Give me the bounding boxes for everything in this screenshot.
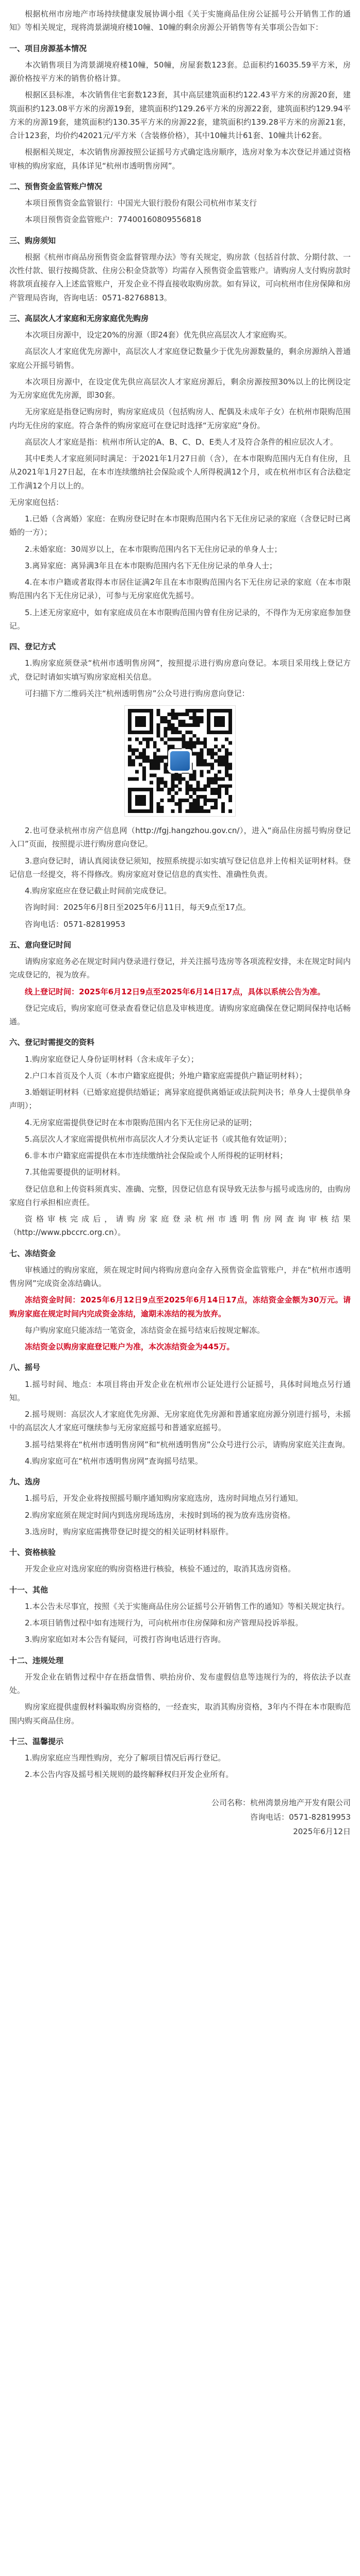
qr-code-icon[interactable] [124,705,236,817]
section-15-title: 十三、温馨提示 [9,1736,64,1746]
section-4-p1: 本次项目房源中，设定20%的房源（即24套）优先供应高层次人才家庭购买。 [25,330,292,340]
section-4-p4: 无房家庭是指登记购房时，购房家庭成员（包括购房人、配偶及未成年子女）在杭州市限购范围内均无住房的家庭。符合条件的购房家庭可在登记时选择“无房家庭”身份。 [9,407,351,430]
section-8-item-7: 7.其他需要提供的证明材料。 [25,1167,125,1177]
section-13-title: 十一、其他 [9,1585,48,1595]
qr-logo-icon [168,749,192,773]
signature-company: 公司名称：杭州湾景房地产开发有限公司 [211,1798,351,1807]
section-6-p4: 3.意向登记时，请认真阅读登记须知，按照系统提示如实填写登记信息并上传相关证明材料。登记信息一经提交，将不得修改。购房家庭对登记信息的真实性、准确性负责。 [9,856,351,879]
section-11-p3: 3.选房时，购房家庭需携带登记时提交的相关证明材料原件。 [25,1527,234,1536]
section-8-item-3: 3.婚姻证明材料（已婚家庭提供结婚证；离异家庭提供离婚证或法院判决书；单身人士提供单身声明）； [9,1088,351,1111]
section-9-title: 七、冻结资金 [9,1248,56,1258]
qr-code-container [9,705,351,817]
section-7-p2: 登记完成后，购房家庭可登录查看登记信息及审核进度。请购房家庭确保在登记期间保持电话畅通。 [9,1003,351,1026]
consult-time: 咨询时间：2025年6月8日至2025年6月11日，每天9点至17点。 [25,903,251,912]
section-14-p1: 开发企业在销售过程中存在捂盘惜售、哄抬房价、发布虚假信息等违规行为的，将依法予以查处。 [9,1672,351,1695]
section-15-p1: 1.购房家庭应当理性购房，充分了解项目情况后再行登记。 [25,1753,226,1762]
registration-time: 线上登记时间：2025年6月12日9点至2025年6月14日17点，具体以系统公告为准。 [25,987,325,996]
section-3-p1: 根据《杭州市商品房预售资金监督管理办法》等有关规定，购房款（包括首付款、分期付款、一次性付款、银行按揭贷款、住房公积金贷款等）均需存入预售资金监管账户。请购房人支付购房款时将款项直接存入上述监管账户，开发企业不得直接收取购房款。如有异议，可向杭州市住房保障和房产管理局咨询，咨询电话：0571-82768813。 [9,252,351,302]
section-3-title: 三、购房须知 [9,235,56,245]
freeze-funds-amount: 冻结资金以购房家庭登记账户为准，本次冻结资金为445万。 [25,1342,235,1351]
section-7-title: 五、意向登记时间 [9,940,72,950]
signature-block [9,1796,351,1839]
section-9-p1: 审核通过的购房家庭，须在规定时间内将购房意向金存入预售资金监管账户，并在“杭州市透明售房网”完成资金冻结确认。 [9,1265,351,1288]
section-5-title: 无房家庭包括： [9,497,64,507]
section-8-item-2: 2.户口本首页及个人页（本市户籍家庭提供；外地户籍家庭需提供户籍证明材料）； [25,1071,307,1080]
section-6-p2: 可扫描下方二维码关注“杭州透明售房”公众号进行购房意向登记： [25,688,250,698]
section-14-p2: 购房家庭提供虚假材料骗取购房资格的，一经查实，取消其购房资格，3年内不得在本市限购范围内购买商品住房。 [9,1702,351,1725]
freeze-funds-time: 冻结资金时间：2025年6月12日9点至2025年6月14日17点，冻结资金金额为30万元。请购房家庭在规定时间内完成资金冻结，逾期未冻结的视为放弃。 [9,1295,351,1318]
section-13-p3: 3.购房家庭如对本公告有疑问，可拨打咨询电话进行咨询。 [25,1635,226,1645]
section-11-p1: 1.摇号后，开发企业将按照摇号顺序通知购房家庭选房，选房时间地点另行通知。 [25,1494,303,1503]
section-15-p2: 2.本公告内容及摇号相关规则的最终解释权归开发企业所有。 [25,1770,234,1780]
section-8-title: 六、登记时需提交的资料 [9,1038,95,1047]
section-5-item-3: 3.离异家庭：离异满3年且在本市限购范围内名下无住房记录的单身人士； [25,561,277,570]
section-12-p1: 开发企业应对选房家庭的购房资格进行核验，核验不通过的，取消其选房资格。 [25,1564,296,1574]
signature-contact: 咨询电话：0571-82819953 [250,1812,351,1822]
section-1-p1: 本次销售项目为湾景湖境府楼10幢，50幢，房屋套数123套。总面积约16035.59平方米，房源价格按平方米的销售价格计算。 [9,60,351,83]
section-5-item-1: 1.已婚（含离婚）家庭：在购房登记时在本市限购范围内名下无住房记录的家庭（含登记时已离婚的一方）； [9,514,351,537]
section-9-p2: 每户购房家庭只能冻结一笔资金，冻结资金在摇号结束后按规定解冻。 [25,1325,265,1335]
section-5-item-4: 4.在本市户籍或者取得本市居住证满2年且在本市限购范围内名下无住房记录的家庭（在本市限购范围内名下无住房记录），可参与无房家庭优先摇号。 [9,578,351,601]
section-14-title: 十二、违规处理 [9,1655,64,1665]
section-4-p6: 其中E类人才家庭须同时满足：于2021年1月27日前（含），在本市限购范围内无自有住房，且从2021年1月27日起，在本市连续缴纳社会保险或个人所得税满12个月，或在杭州市区有合法稳定工作满12个月以上的。 [9,454,351,490]
section-6-title: 四、登记方式 [9,642,56,651]
section-1-p2: 根据区县标准，本次销售住宅套数123套，其中高层建筑面积约122.43平方米的房源20套，建筑面积约123.08平方米的房源19套，建筑面积约129.26平方米的房源22套，建筑面积约129.94平方米的房源19套，建筑面积约130.35平方米的房源22套，建筑面积约139.28平方米的房源21套，合计123套，均价约42021元/平方米（含装修价格），其中10幢共计61套、10幢共计62套。 [9,90,351,140]
section-8-item-5: 5.高层次人才家庭需提供杭州市高层次人才分类认定证书（或其他有效证明）； [25,1134,291,1144]
section-6-p3: 2.也可登录杭州市房产信息网（http://fgj.hangzhou.gov.cn/），进入“商品住房摇号购房登记入口”页面，按照提示进行购房意向登记。 [9,826,351,849]
section-11-title: 九、选房 [9,1477,41,1486]
section-7-p1: 请购房家庭务必在规定时间内登录进行登记，并关注摇号选房等各项流程安排，未在规定时间内完成登记的，视为放弃。 [9,957,351,980]
section-10-p1: 1.摇号时间、地点：本项目将由开发企业在杭州市公证处进行公证摇号，具体时间地点另行通知。 [9,1379,351,1402]
signature-date: 2025年6月12日 [293,1827,351,1836]
section-2-p2: 本项目预售资金监管账户：77400160809556818 [25,215,202,225]
section-1-title: 一、项目房源基本情况 [9,43,87,53]
section-8-item-6: 6.非本市户籍家庭需提供在本市连续缴纳社会保险或个人所得税的证明材料； [25,1151,288,1160]
section-13-p2: 2.本项目销售过程中如有违规行为，可向杭州市住房保障和房产管理局投诉举报。 [25,1618,303,1628]
section-6-p1: 1.购房家庭须登录“杭州市透明售房网”，按照提示进行购房意向登记。本项目采用线上登记方式，登记时请如实填写购房家庭相关信息。 [9,658,351,682]
section-1-p3: 根据相关规定，本次销售房源按照公证摇号方式确定选房顺序，选房对象为本次登记并通过资格审核的购房家庭，具体详见“杭州市透明售房网”。 [9,147,351,171]
section-10-p3: 3.摇号结果将在“杭州市透明售房网”和“杭州透明售房”公众号进行公示，请购房家庭关注查询。 [25,1439,350,1449]
section-4-p3: 本次项目房源中，在设定优先供应高层次人才家庭房源后，剩余房源按照30%以上的比例设定为无房家庭优先房源，即30套。 [9,377,351,400]
section-4-p2: 高层次人才家庭优先房源中，高层次人才家庭登记数量少于优先房源数量的，剩余房源纳入普通家庭公开摇号销售。 [9,347,351,370]
section-10-p2: 2.摇号规则：高层次人才家庭优先房源、无房家庭优先房源和普通家庭房源分别进行摇号，未摇中的高层次人才家庭可继续参与无房家庭摇号和普通家庭摇号。 [9,1410,351,1433]
section-8-p1: 登记信息和上传资料须真实、准确、完整，因登记信息有误导致无法参与摇号或选房的，由购房家庭自行承担相应责任。 [9,1184,351,1207]
section-6-p5: 4.购房家庭应在登记截止时间前完成登记。 [25,886,172,895]
section-11-p2: 2.购房家庭须在规定时间内到选房现场选房，未按时到场的视为放弃选房资格。 [25,1510,296,1520]
section-2-title: 二、预售资金监管账户情况 [9,181,103,191]
section-13-p1: 1.本公告未尽事宜，按照《关于实施商品住房公证摇号公开销售工作的通知》等相关规定执行。 [25,1601,350,1611]
section-5-item-5: 5.上述无房家庭中，如有家庭成员在本市限购范围内曾有住房记录的，不得作为无房家庭参加登记。 [9,607,351,631]
section-8-p2: 资格审核完成后，请购房家庭登录杭州市透明售房网查询审核结果（http://www.pbccrc.org.cn）。 [9,1214,351,1238]
section-10-p4: 4.购房家庭可在“杭州市透明售房网”查询摇号结果。 [25,1456,203,1466]
section-4-p5: 高层次人才家庭是指：杭州市所认定的A、B、C、D、E类人才及符合条件的相应层次人才。 [25,437,338,447]
intro-paragraph: 根据杭州市房地产市场持续健康发展协调小组《关于实施商品住房公证摇号公开销售工作的通知》等相关规定，现将湾景湖境府楼10幢、10幢的剩余房源公开销售等有关事项公告如下： [9,9,351,32]
section-4-title: 三、高层次人才家庭和无房家庭优先购房 [9,313,149,323]
section-12-title: 十、资格核验 [9,1548,56,1557]
section-10-title: 八、摇号 [9,1363,41,1372]
section-8-item-1: 1.购房家庭登记人身份证明材料（含未成年子女）； [25,1054,199,1064]
section-8-item-4: 4.无房家庭需提供登记时在本市限购范围内名下无住房记录的证明； [25,1117,257,1127]
section-5-item-2: 2.未婚家庭：30周岁以上，在本市限购范围内名下无住房记录的单身人士； [25,544,282,554]
consult-phone[interactable]: 咨询电话：0571-82819953 [25,919,125,929]
section-2-p1: 本项目预售资金监管银行：中国光大银行股份有限公司杭州市某支行 [25,198,257,208]
